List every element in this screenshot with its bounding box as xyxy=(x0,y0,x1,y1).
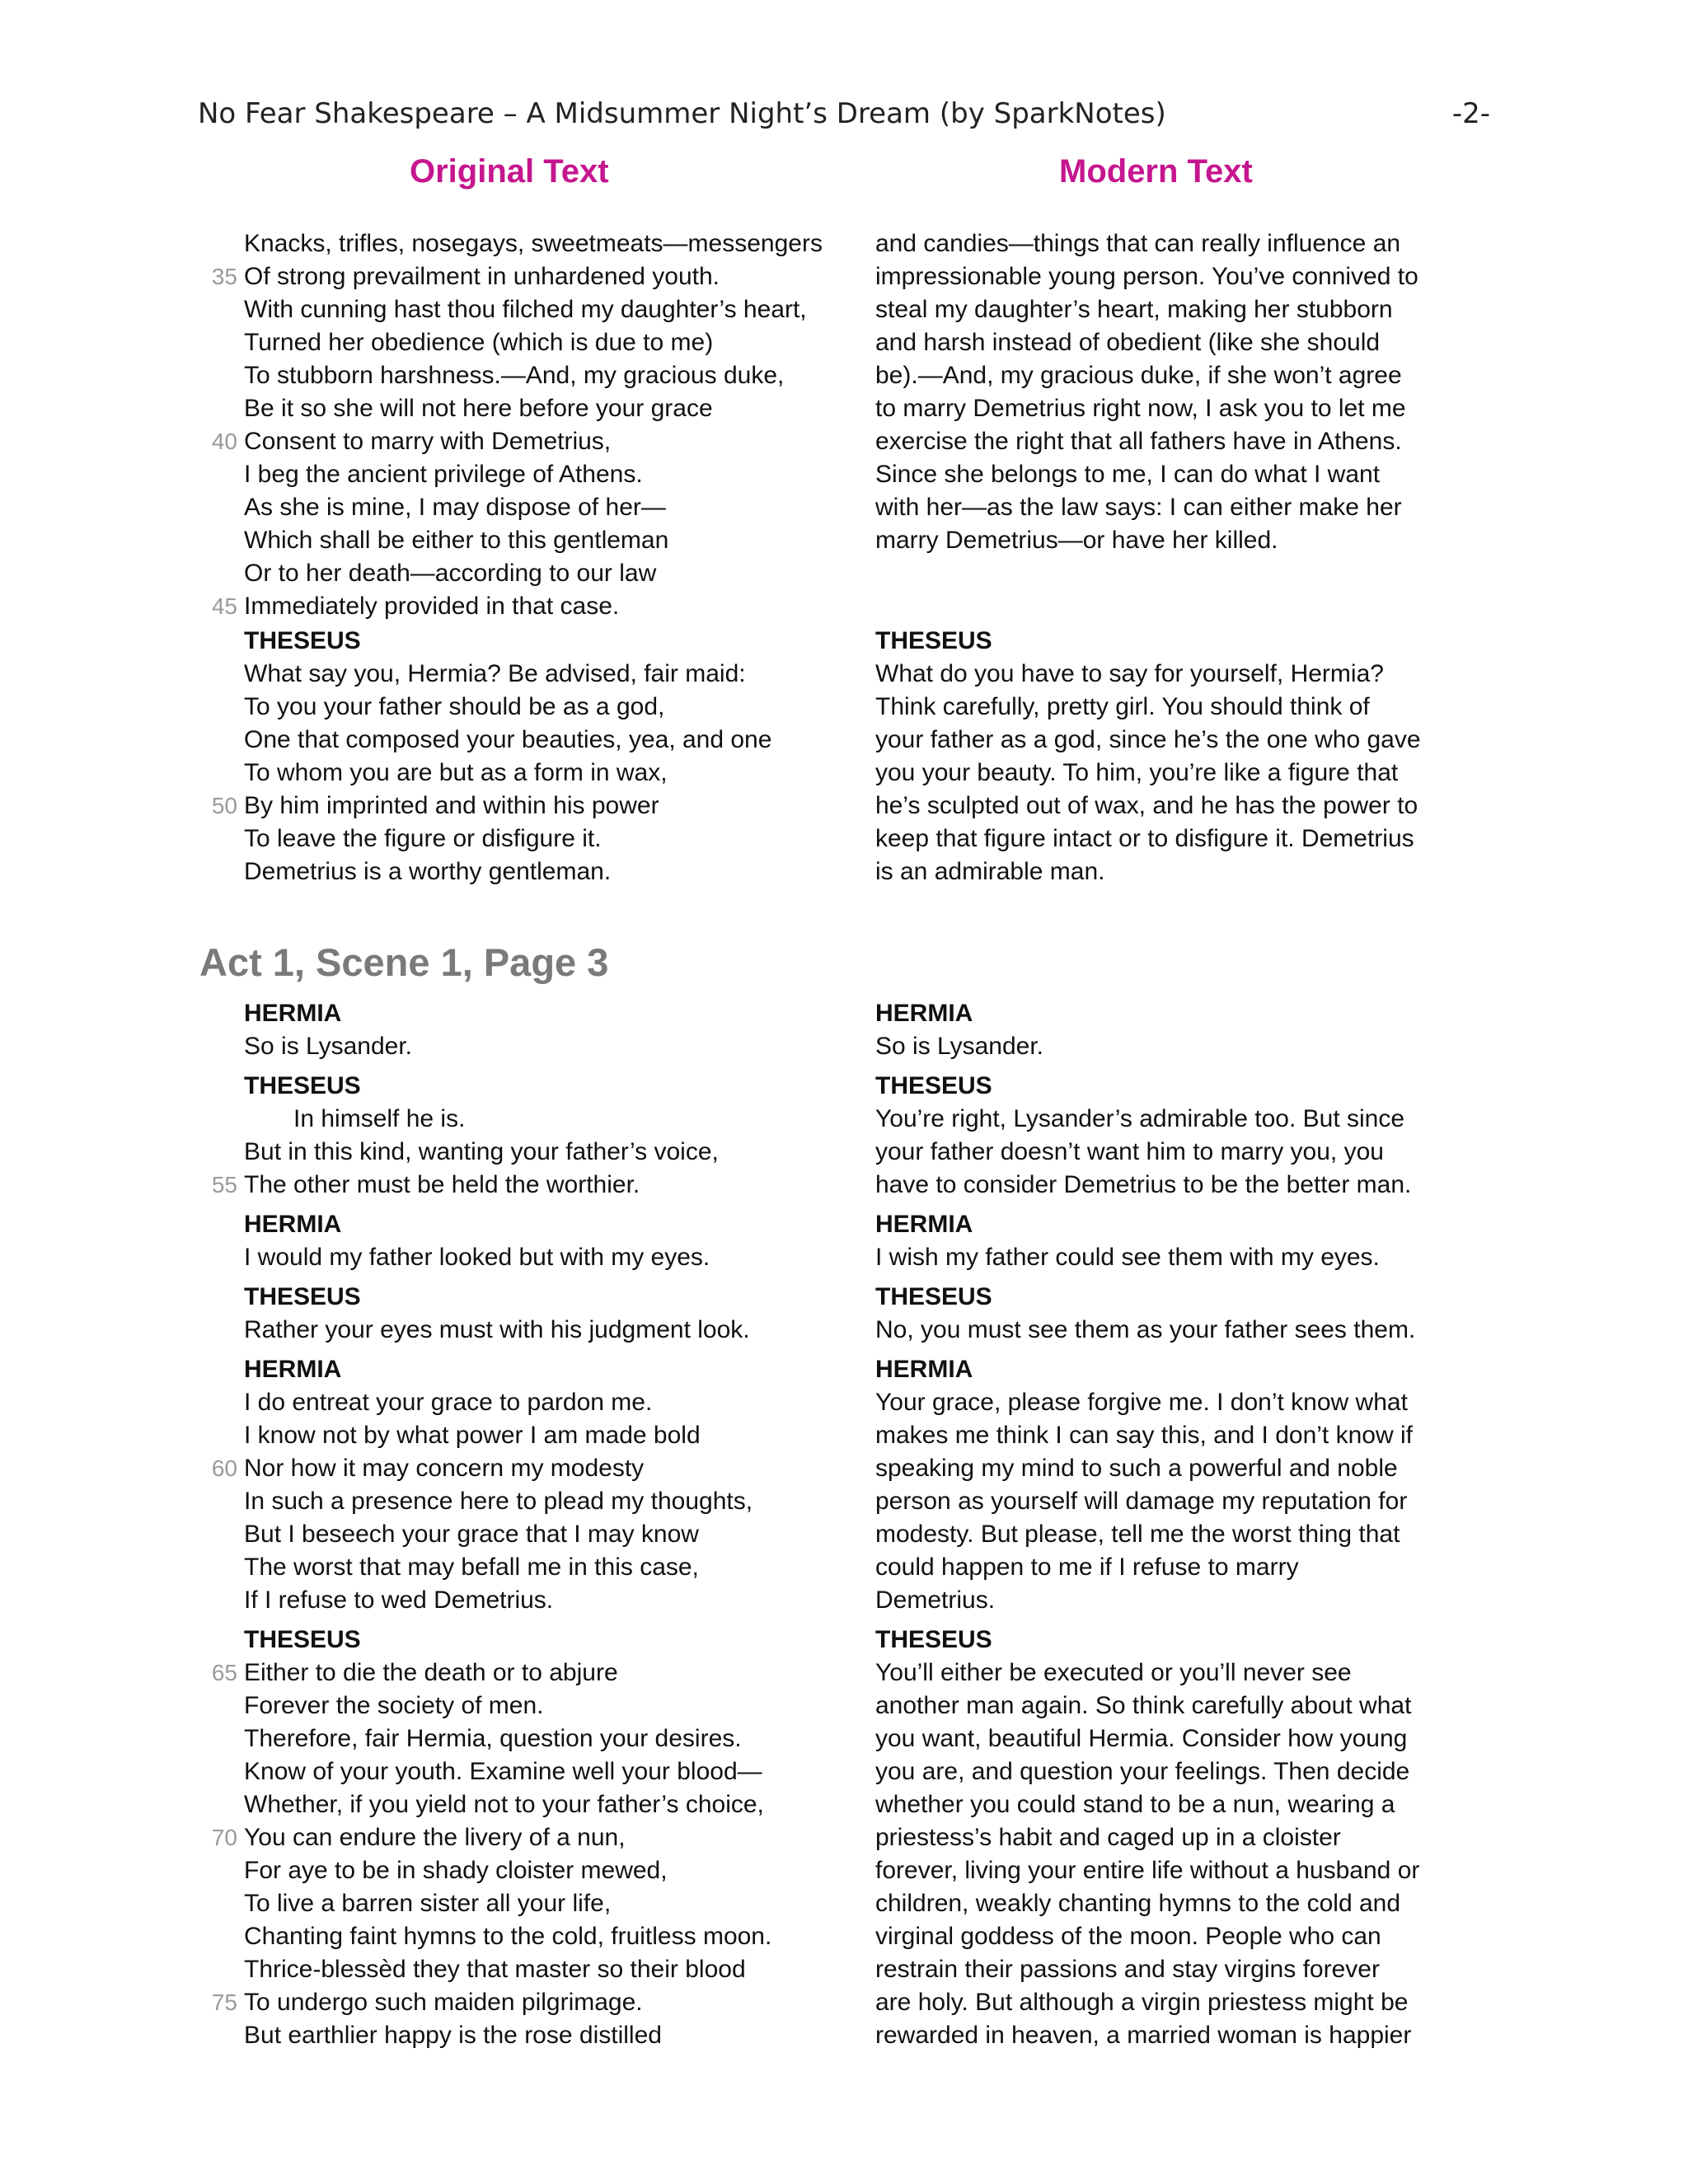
line-number: 50 xyxy=(211,793,237,818)
text-line xyxy=(244,1690,854,1722)
page-header xyxy=(198,97,1490,138)
line-text: virginal goddess of the moon. People who can xyxy=(875,1923,1381,1950)
line-text: One that composed your beauties, yea, and one xyxy=(244,726,772,753)
line-number: 65 xyxy=(211,1660,237,1685)
text-line xyxy=(244,491,854,524)
text-line xyxy=(875,757,1502,790)
speaker-name: THESEUS xyxy=(875,1283,992,1310)
speaker-name: THESEUS xyxy=(875,1072,992,1099)
text-line xyxy=(244,1887,854,1920)
line-text: Know of your youth. Examine well your blood— xyxy=(244,1758,762,1785)
line-text: he’s sculpted out of wax, and he has the power to xyxy=(875,792,1418,819)
text-line xyxy=(875,425,1502,458)
text-line xyxy=(211,425,854,458)
line-text: But earthlier happy is the rose distilled xyxy=(244,2022,662,2049)
text-line xyxy=(211,1986,854,2019)
line-text: forever, living your entire life without a husband or xyxy=(875,1857,1420,1884)
text-line xyxy=(244,1314,854,1347)
text-line xyxy=(244,392,854,425)
modern-dialogue xyxy=(875,997,1502,2052)
line-text: I do entreat your grace to pardon me. xyxy=(244,1389,653,1416)
text-line xyxy=(875,1136,1502,1169)
line-text: You’re right, Lysander’s admirable too. But since xyxy=(875,1105,1405,1132)
line-text: So is Lysander. xyxy=(244,1033,413,1060)
line-text: Thrice-blessèd they that master so their blood xyxy=(244,1956,746,1983)
line-text: Since she belongs to me, I can do what I want xyxy=(875,461,1381,488)
text-line xyxy=(244,823,854,855)
text-line xyxy=(244,1419,854,1452)
line-text: What do you have to say for yourself, Hermia? xyxy=(875,660,1384,687)
line-text: have to consider Demetrius to be the better man. xyxy=(875,1171,1412,1198)
line-text: with her—as the law says: I can either make her xyxy=(875,494,1402,521)
line-text: For aye to be in shady cloister mewed, xyxy=(244,1857,668,1884)
text-line xyxy=(875,1887,1502,1920)
text-line xyxy=(244,1788,854,1821)
line-text: modesty. But please, tell me the worst thing that xyxy=(875,1521,1400,1548)
line-text: The other must be held the worthier. xyxy=(244,1171,640,1198)
speaker-name: HERMIA xyxy=(244,1000,342,1027)
speaker-name: THESEUS xyxy=(875,1626,992,1653)
text-line xyxy=(875,1386,1502,1419)
line-text: could happen to me if I refuse to marry xyxy=(875,1554,1299,1581)
speaker-name: HERMIA xyxy=(244,1356,342,1383)
text-line xyxy=(244,1854,854,1887)
line-text: I beg the ancient privilege of Athens. xyxy=(244,461,643,488)
text-line xyxy=(875,1169,1502,1202)
line-text: you want, beautiful Hermia. Consider how young xyxy=(875,1725,1408,1752)
text-line xyxy=(244,1953,854,1986)
line-text: Turned her obedience (which is due to me) xyxy=(244,329,714,356)
line-text: I know not by what power I am made bold xyxy=(244,1422,701,1449)
line-text: exercise the right that all fathers have in Athens. xyxy=(875,428,1402,455)
text-line xyxy=(875,260,1502,293)
speaker-name: HERMIA xyxy=(875,1000,973,1027)
text-line xyxy=(875,1241,1502,1274)
modern-speech-theseus xyxy=(875,625,1502,888)
line-text: I wish my father could see them with my eyes. xyxy=(875,1244,1380,1271)
line-text: you your beauty. To him, you’re like a figure that xyxy=(875,759,1399,786)
text-line xyxy=(875,658,1502,691)
text-line xyxy=(875,823,1502,855)
text-line xyxy=(875,1821,1502,1854)
text-line xyxy=(244,1551,854,1584)
text-line xyxy=(875,1314,1502,1347)
line-text: Whether, if you yield not to your father’s choice, xyxy=(244,1791,764,1818)
original-speech-egeus xyxy=(211,227,854,623)
line-text: But I beseech your grace that I may know xyxy=(244,1521,699,1548)
line-text: children, weakly chanting hymns to the cold and xyxy=(875,1890,1401,1917)
line-text: Consent to marry with Demetrius, xyxy=(244,428,612,455)
line-text: By him imprinted and within his power xyxy=(244,792,659,819)
line-text: To you your father should be as a god, xyxy=(244,693,665,720)
line-number: 60 xyxy=(211,1455,237,1481)
text-line xyxy=(875,491,1502,524)
text-line xyxy=(211,1452,854,1485)
line-text: your father doesn’t want him to marry you, you xyxy=(875,1138,1384,1165)
text-line xyxy=(244,855,854,888)
line-text: The worst that may befall me in this case, xyxy=(244,1554,699,1581)
text-line xyxy=(875,227,1502,260)
text-line xyxy=(875,1518,1502,1551)
line-text: I would my father looked but with my eyes. xyxy=(244,1244,710,1271)
line-text: your father as a god, since he’s the one who gave xyxy=(875,726,1421,753)
text-line xyxy=(875,458,1502,491)
text-line xyxy=(875,392,1502,425)
text-line xyxy=(875,2019,1502,2052)
line-number: 40 xyxy=(211,429,237,454)
text-line xyxy=(244,1136,854,1169)
line-text: In himself he is. xyxy=(293,1105,466,1132)
line-text: To stubborn harshness.—And, my gracious duke, xyxy=(244,362,785,389)
text-line xyxy=(244,1518,854,1551)
line-text: So is Lysander. xyxy=(875,1033,1044,1060)
text-line xyxy=(244,724,854,757)
line-text: to marry Demetrius right now, I ask you to let me xyxy=(875,395,1406,422)
speaker-name: HERMIA xyxy=(875,1356,973,1383)
text-line xyxy=(244,227,854,260)
line-text: You’ll either be executed or you’ll never see xyxy=(875,1659,1352,1686)
line-number: 75 xyxy=(211,1990,237,2015)
line-text: Demetrius. xyxy=(875,1586,996,1614)
text-line xyxy=(875,855,1502,888)
line-text: is an admirable man. xyxy=(875,858,1105,885)
line-text: To live a barren sister all your life, xyxy=(244,1890,612,1917)
text-line xyxy=(875,326,1502,359)
line-text: Of strong prevailment in unhardened youth. xyxy=(244,263,720,290)
line-text: priestess’s habit and caged up in a cloister xyxy=(875,1824,1341,1851)
text-line xyxy=(244,1103,854,1136)
text-line xyxy=(244,326,854,359)
line-text: Chanting faint hymns to the cold, fruitless moon. xyxy=(244,1923,772,1950)
modern-text-heading: Modern Text xyxy=(1059,153,1253,190)
text-line xyxy=(875,724,1502,757)
text-line xyxy=(875,1722,1502,1755)
text-line xyxy=(244,1584,854,1617)
text-line xyxy=(244,458,854,491)
text-line xyxy=(244,557,854,590)
text-line xyxy=(875,359,1502,392)
text-line xyxy=(875,1657,1502,1690)
line-text: keep that figure intact or to disfigure it. Demetrius xyxy=(875,825,1414,852)
text-line xyxy=(211,1821,854,1854)
text-line xyxy=(875,1920,1502,1953)
line-text: What say you, Hermia? Be advised, fair maid: xyxy=(244,660,746,687)
text-line xyxy=(244,1920,854,1953)
line-text: impressionable young person. You’ve connived to xyxy=(875,263,1418,290)
line-text: Therefore, fair Hermia, question your desires. xyxy=(244,1725,742,1752)
modern-speech-egeus xyxy=(875,227,1502,557)
line-text: another man again. So think carefully about what xyxy=(875,1692,1412,1719)
line-text: If I refuse to wed Demetrius. xyxy=(244,1586,554,1614)
text-line xyxy=(211,260,854,293)
line-text: person as yourself will damage my reputation for xyxy=(875,1488,1408,1515)
text-line xyxy=(244,293,854,326)
original-text-heading: Original Text xyxy=(410,153,609,190)
line-text: you are, and question your feelings. Then decide xyxy=(875,1758,1410,1785)
text-line xyxy=(875,1788,1502,1821)
line-text: With cunning hast thou filched my daughter’s heart, xyxy=(244,296,807,323)
speaker-name: THESEUS xyxy=(244,1072,361,1099)
line-text: But in this kind, wanting your father’s voice, xyxy=(244,1138,719,1165)
speaker-name: THESEUS xyxy=(244,1283,361,1310)
text-line xyxy=(875,1551,1502,1584)
line-text: steal my daughter’s heart, making her stubborn xyxy=(875,296,1393,323)
text-line xyxy=(875,1452,1502,1485)
line-text: No, you must see them as your father sees them. xyxy=(875,1316,1416,1343)
line-text: You can endure the livery of a nun, xyxy=(244,1824,626,1851)
line-text: and candies—things that can really influence an xyxy=(875,230,1401,257)
text-line xyxy=(875,1030,1502,1063)
speaker-name: HERMIA xyxy=(244,1211,342,1238)
text-line xyxy=(244,1030,854,1063)
line-text: and harsh instead of obedient (like she should xyxy=(875,329,1381,356)
original-dialogue xyxy=(211,997,854,2052)
text-line xyxy=(875,1854,1502,1887)
line-text: Demetrius is a worthy gentleman. xyxy=(244,858,612,885)
text-line xyxy=(244,1755,854,1788)
speaker-name: THESEUS xyxy=(244,627,361,654)
line-text: makes me think I can say this, and I don’t know if xyxy=(875,1422,1413,1449)
line-text: whether you could stand to be a nun, wearing a xyxy=(875,1791,1395,1818)
text-line xyxy=(244,1386,854,1419)
line-text: Be it so she will not here before your grace xyxy=(244,395,713,422)
text-line xyxy=(244,2019,854,2052)
line-text: Rather your eyes must with his judgment look. xyxy=(244,1316,750,1343)
text-line xyxy=(211,590,854,623)
text-line xyxy=(244,1485,854,1518)
line-text: Either to die the death or to abjure xyxy=(244,1659,618,1686)
text-line xyxy=(244,658,854,691)
speaker-name: THESEUS xyxy=(244,1626,361,1653)
line-number: 70 xyxy=(211,1825,237,1850)
text-line xyxy=(875,1485,1502,1518)
line-text: rewarded in heaven, a married woman is happier xyxy=(875,2022,1412,2049)
text-line xyxy=(875,790,1502,823)
text-line xyxy=(244,757,854,790)
line-text: be).—And, my gracious duke, if she won’t agree xyxy=(875,362,1402,389)
text-line xyxy=(875,524,1502,557)
text-line xyxy=(875,1690,1502,1722)
text-line xyxy=(244,691,854,724)
text-line xyxy=(244,1722,854,1755)
text-line xyxy=(875,1755,1502,1788)
text-line xyxy=(875,691,1502,724)
line-text: Immediately provided in that case. xyxy=(244,593,620,620)
speaker-name: HERMIA xyxy=(875,1211,973,1238)
line-text: Which shall be either to this gentleman xyxy=(244,527,669,554)
line-text: To undergo such maiden pilgrimage. xyxy=(244,1989,643,2016)
line-text: As she is mine, I may dispose of her— xyxy=(244,494,666,521)
line-text: Knacks, trifles, nosegays, sweetmeats—messengers xyxy=(244,230,823,257)
document-title: No Fear Shakespeare – A Midsummer Night’s Dream (by SparkNotes) xyxy=(198,97,1166,130)
line-text: Forever the society of men. xyxy=(244,1692,544,1719)
text-line xyxy=(244,1241,854,1274)
text-line xyxy=(211,1169,854,1202)
line-text: Think carefully, pretty girl. You should think of xyxy=(875,693,1370,720)
line-text: To whom you are but as a form in wax, xyxy=(244,759,668,786)
line-text: marry Demetrius—or have her killed. xyxy=(875,527,1278,554)
line-text: In such a presence here to plead my thoughts, xyxy=(244,1488,753,1515)
text-line xyxy=(244,359,854,392)
line-number: 55 xyxy=(211,1172,237,1197)
text-line xyxy=(875,1953,1502,1986)
text-line xyxy=(211,790,854,823)
text-line xyxy=(875,1584,1502,1617)
line-text: restrain their passions and stay virgins forever xyxy=(875,1956,1380,1983)
text-line xyxy=(211,1657,854,1690)
line-text: To leave the figure or disfigure it. xyxy=(244,825,602,852)
text-line xyxy=(875,1419,1502,1452)
text-line xyxy=(875,1986,1502,2019)
line-text: Nor how it may concern my modesty xyxy=(244,1455,645,1482)
scene-heading: Act 1, Scene 1, Page 3 xyxy=(199,940,609,984)
text-line xyxy=(875,1103,1502,1136)
text-line xyxy=(244,524,854,557)
line-number: 45 xyxy=(211,593,237,619)
original-speech-theseus xyxy=(211,625,854,888)
line-number: 35 xyxy=(211,264,237,289)
line-text: are holy. But although a virgin priestess might be xyxy=(875,1989,1409,2016)
line-text: Or to her death—according to our law xyxy=(244,560,657,587)
page-number: -2- xyxy=(1451,97,1490,130)
speaker-name: THESEUS xyxy=(875,627,992,654)
line-text: speaking my mind to such a powerful and noble xyxy=(875,1455,1398,1482)
text-line xyxy=(875,293,1502,326)
line-text: Your grace, please forgive me. I don’t know what xyxy=(875,1389,1408,1416)
